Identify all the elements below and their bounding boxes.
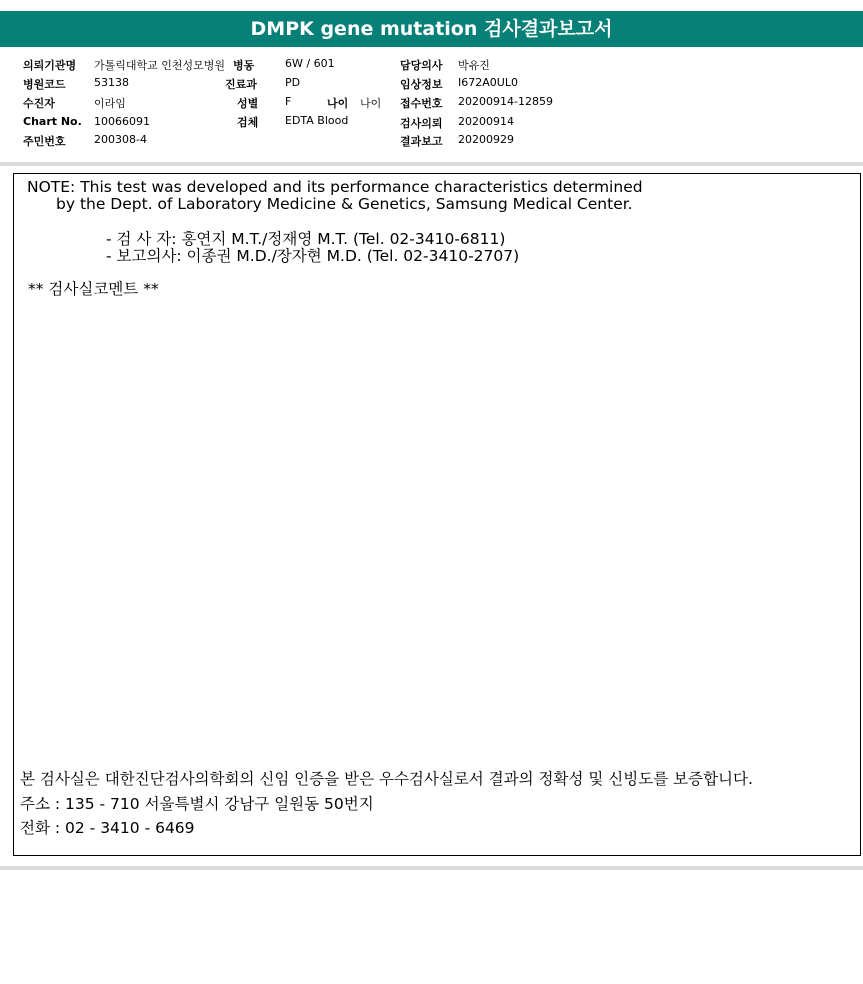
receipt-no-value: 20200914-12859 [458, 95, 553, 108]
patient-value: 이라임 [94, 97, 126, 110]
top-separator [0, 162, 863, 166]
certification-text: 본 검사실은 대한진단검사의학회의 신임 인증을 받은 우수검사실로서 결과의 정확성 및 신빙도를 보증합니다. [20, 770, 753, 788]
phone-text: 전화 : 02 - 3410 - 6469 [20, 819, 195, 837]
sex-label: 성별 [237, 97, 259, 110]
dept-value: PD [285, 76, 301, 89]
doctor-label: 담당의사 [400, 59, 443, 72]
note-line-1: NOTE: This test was developed and its performance characteristics determined [27, 178, 643, 196]
request-date-value: 20200914 [458, 115, 514, 128]
request-date-label: 검사의뢰 [400, 117, 443, 130]
age-value: 나이 [360, 97, 382, 110]
hospital-code-value: 53138 [94, 76, 129, 89]
dept-label: 진료과 [225, 78, 257, 91]
resident-no-label: 주민번호 [23, 135, 66, 148]
age-label: 나이 [327, 97, 349, 110]
chart-no-value: 10066091 [94, 115, 150, 128]
institution-value: 가톨릭대학교 인천성모병원 [94, 59, 226, 72]
hospital-code-label: 병원코드 [23, 78, 66, 91]
receipt-no-label: 접수번호 [400, 97, 443, 110]
report-date-value: 20200929 [458, 133, 514, 146]
report-content-box [13, 173, 861, 856]
note-line-2: by the Dept. of Laboratory Medicine & Genetics, Samsung Medical Center. [56, 195, 633, 213]
resident-no-value: 200308-4 [94, 133, 147, 146]
report-title-bar [0, 11, 863, 47]
patient-info-section [0, 50, 863, 162]
doctor-value: 박유진 [458, 59, 490, 72]
patient-label: 수진자 [23, 97, 55, 110]
clinical-info-label: 임상정보 [400, 78, 443, 91]
specimen-label: 검체 [237, 116, 259, 129]
report-title: DMPK gene mutation 검사결과보고서 [250, 18, 613, 40]
bottom-separator [0, 866, 863, 870]
ward-value: 6W / 601 [285, 57, 335, 70]
reporter-line: - 보고의사: 이종권 M.D./장자현 M.D. (Tel. 02-3410-2707) [106, 247, 520, 265]
sex-value: F [285, 95, 292, 108]
specimen-value: EDTA Blood [285, 114, 349, 127]
chart-no-label: Chart No. [23, 115, 82, 128]
institution-label: 의뢰기관명 [23, 59, 77, 72]
clinical-info-value: I672A0UL0 [458, 76, 518, 89]
lab-comment-heading: ** 검사실코멘트 ** [28, 280, 159, 298]
report-date-label: 결과보고 [400, 135, 443, 148]
address-text: 주소 : 135 - 710 서울특별시 강남구 일원동 50번지 [20, 795, 374, 813]
tester-line: - 검 사 자: 홍연지 M.T./정재영 M.T. (Tel. 02-3410-6811) [106, 230, 506, 248]
ward-label: 병동 [233, 59, 255, 72]
